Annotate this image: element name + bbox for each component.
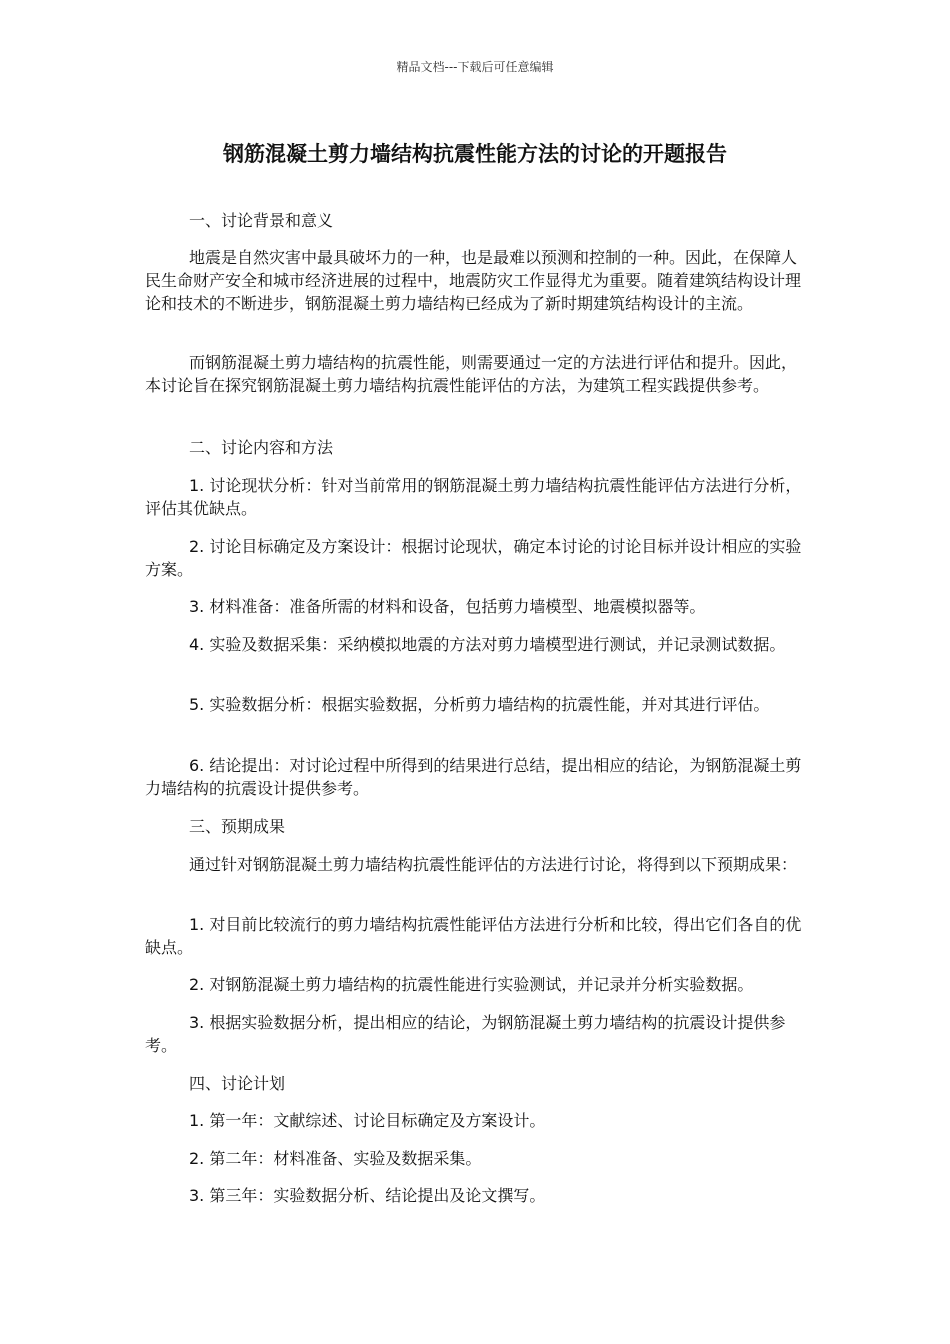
document-title: 钢筋混凝土剪力墙结构抗震性能方法的讨论的开题报告 — [223, 142, 727, 166]
section-heading: 三、预期成果 — [189, 817, 286, 836]
header-note: 精品文档---下载后可任意编辑 — [396, 60, 554, 74]
paragraph-block — [145, 1109, 807, 1132]
list-item: 3. 根据实验数据分析，提出相应的结论，为钢筋混凝土剪力墙结构的抗震设计提供参考。 — [145, 1013, 786, 1055]
paragraph: 地震是自然灾害中最具破坏力的一种，也是最难以预测和控制的一种。因此，在保障人民生命财产安全和城市经济进展的过程中，地震防灾工作显得尤为重要。随着建筑结构设计理论和技术的不断进步，钢筋混凝土剪力墙结构已经成为了新时期建筑结构设计的主流。 — [145, 248, 802, 313]
list-item: 3. 材料准备：准备所需的材料和设备，包括剪力墙模型、地震模拟器等。 — [189, 597, 706, 616]
paragraph: 通过针对钢筋混凝土剪力墙结构抗震性能评估的方法进行讨论，将得到以下预期成果： — [189, 855, 798, 874]
list-item: 3. 第三年：实验数据分析、结论提出及论文撰写。 — [189, 1186, 546, 1205]
paragraph-block — [145, 1147, 807, 1170]
list-item: 1. 讨论现状分析：针对当前常用的钢筋混凝土剪力墙结构抗震性能评估方法进行分析，评估其优缺点。 — [145, 476, 802, 518]
paragraph-block — [145, 633, 807, 656]
paragraph-block — [145, 853, 807, 876]
paragraph-block — [145, 246, 807, 315]
paragraph-block — [145, 973, 807, 996]
paragraph-block — [145, 913, 807, 959]
section-heading: 一、讨论背景和意义 — [189, 211, 334, 230]
list-item: 2. 第二年：材料准备、实验及数据采集。 — [189, 1149, 482, 1168]
list-item: 1. 对目前比较流行的剪力墙结构抗震性能评估方法进行分析和比较，得出它们各自的优缺点。 — [145, 915, 802, 957]
paragraph-block — [145, 1184, 807, 1207]
section-heading: 四、讨论计划 — [189, 1074, 286, 1093]
paragraph-block — [145, 1011, 807, 1057]
list-item: 5. 实验数据分析：根据实验数据，分析剪力墙结构的抗震性能，并对其进行评估。 — [189, 695, 770, 714]
paragraph-block — [145, 474, 807, 520]
paragraph-section-heading-4 — [145, 1072, 807, 1095]
list-item: 1. 第一年：文献综述、讨论目标确定及方案设计。 — [189, 1111, 546, 1130]
list-item: 6. 结论提出：对讨论过程中所得到的结果进行总结，提出相应的结论，为钢筋混凝土剪力墙结构的抗震设计提供参考。 — [145, 756, 802, 798]
paragraph-block — [145, 535, 807, 581]
paragraph-section-heading-2 — [145, 436, 807, 459]
paragraph-section-heading-3 — [145, 815, 807, 838]
paragraph-block — [145, 351, 807, 397]
paragraph-block — [145, 595, 807, 618]
list-item: 4. 实验及数据采集：采纳模拟地震的方法对剪力墙模型进行测试，并记录测试数据。 — [189, 635, 786, 654]
paragraph-block — [145, 693, 807, 716]
list-item: 2. 讨论目标确定及方案设计：根据讨论现状，确定本讨论的讨论目标并设计相应的实验方案。 — [145, 537, 802, 579]
paragraph-section-heading-1 — [145, 209, 807, 232]
paragraph-block — [145, 754, 807, 800]
section-heading: 二、讨论内容和方法 — [189, 438, 334, 457]
list-item: 2. 对钢筋混凝土剪力墙结构的抗震性能进行实验测试，并记录并分析实验数据。 — [189, 975, 754, 994]
paragraph: 而钢筋混凝土剪力墙结构的抗震性能，则需要通过一定的方法进行评估和提升。因此，本讨论旨在探究钢筋混凝土剪力墙结构抗震性能评估的方法，为建筑工程实践提供参考。 — [145, 353, 798, 395]
